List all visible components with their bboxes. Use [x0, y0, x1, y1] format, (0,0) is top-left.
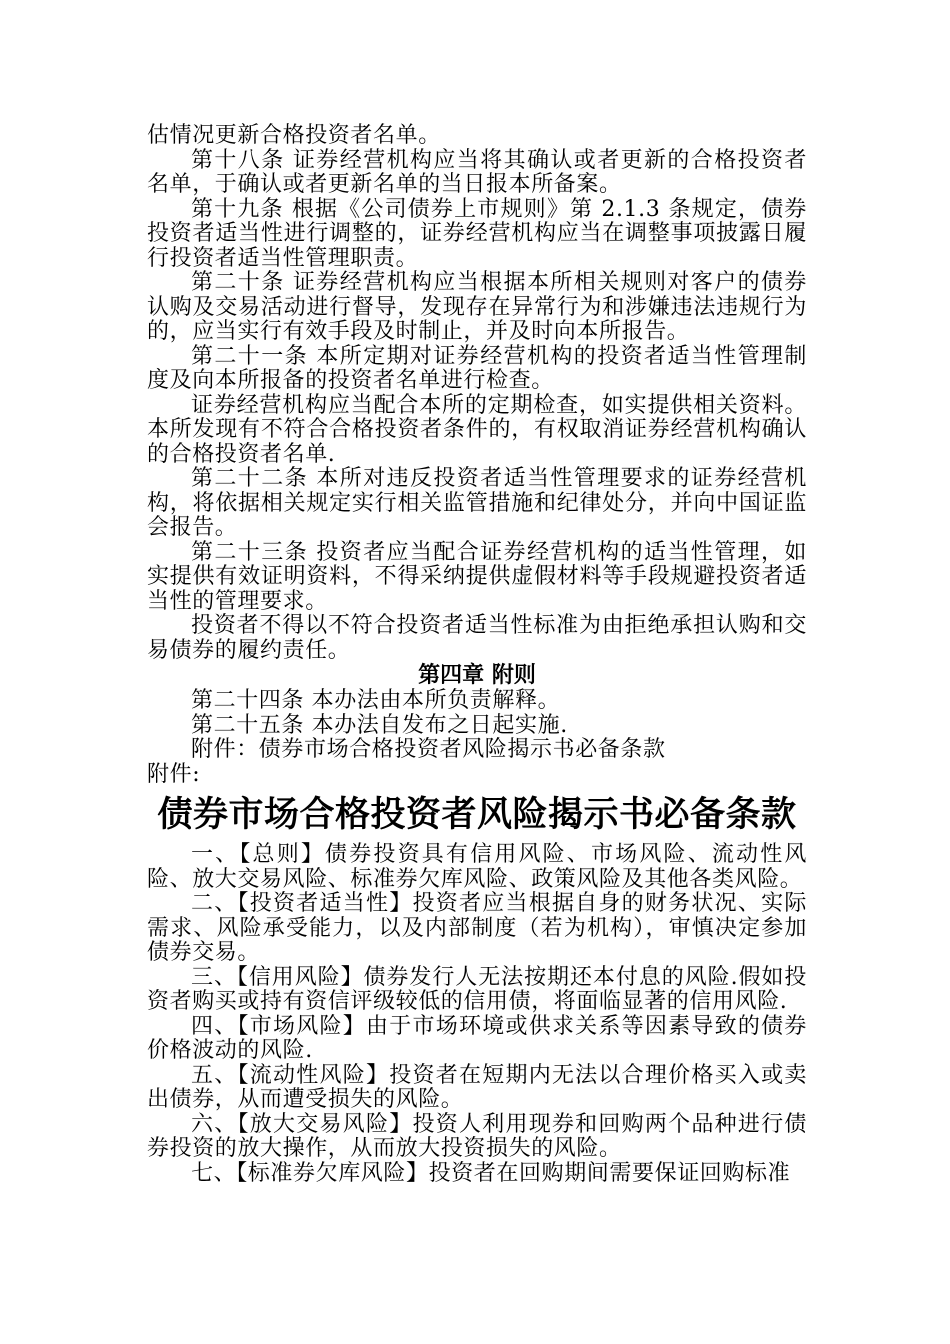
supplementary-section	[147, 689, 807, 787]
paragraph-continuation: 估情况更新合格投资者名单。	[147, 123, 441, 148]
clause-leverage-risk: 六、【放大交易风险】投资人利用现券和回购两个品种进行债券投资的放大操作，从而放大投资损失的风险。	[147, 1111, 807, 1161]
clause-general: 一、【总则】债券投资具有信用风险、市场风险、流动性风险、放大交易风险、标准券欠库风险、政策风险及其他各类风险。	[147, 842, 807, 892]
clause-liquidity-risk: 五、【流动性风险】投资者在短期内无法以合理价格买入或卖出债券，从而遭受损失的风险。	[147, 1062, 807, 1112]
article-21: 第二十一条 本所定期对证券经营机构的投资者适当性管理制度及向本所报备的投资者名单进行检查。	[147, 343, 807, 393]
annex-clauses	[147, 843, 807, 1186]
attachment-label: 附件:	[147, 761, 201, 787]
annex-title: 债券市场合格投资者风险揭示书必备条款	[157, 795, 797, 835]
chapter-heading: 第四章 附则	[418, 663, 536, 688]
clause-investor-suitability: 二、【投资者适当性】投资者应当根据自身的财务状况、实际需求、风险承受能力，以及内部制度（若为机构），审慎决定参加债券交易。	[147, 891, 807, 965]
article-23: 第二十三条 投资者应当配合证券经营机构的适当性管理，如实提供有效证明资料，不得采纳提供虚假材料等手段规避投资者适当性的管理要求。	[147, 539, 807, 614]
clause-market-risk: 四、【市场风险】由于市场环境或供求关系等因素导致的债券价格波动的风险.	[147, 1013, 807, 1063]
article-25: 第二十五条 本办法自发布之日起实施.	[191, 712, 568, 738]
article-22: 第二十二条 本所对违反投资者适当性管理要求的证券经营机构，将依据相关规定实行相关监管措施和纪律处分，并向中国证监会报告。	[147, 466, 807, 540]
clause-standard-bond-shortfall-risk: 七、【标准券欠库风险】投资者在回购期间需要保证回购标准	[191, 1160, 791, 1186]
article-20: 第二十条 证券经营机构应当根据本所相关规则对客户的债券认购及交易活动进行督导，发现存在异常行为和涉嫌违法违规行为的，应当实行有效手段及时制止，并及时向本所报告。	[147, 270, 807, 344]
document-body	[147, 124, 807, 1186]
article-23-paragraph-2: 投资者不得以不符合投资者适当性标准为由拒绝承担认购和交易债券的履约责任。	[147, 613, 807, 663]
article-19: 第十九条 根据《公司债券上市规则》第 2.1.3 条规定，债券投资者适当性进行调整的，证券经营机构应当在调整事项披露日履行投资者适当性管理职责。	[147, 196, 807, 271]
article-18: 第十八条 证券经营机构应当将其确认或者更新的合格投资者名单，于确认或者更新名单的当日报本所备案。	[147, 147, 807, 197]
article-24: 第二十四条 本办法由本所负责解释。	[191, 688, 561, 713]
article-21-paragraph-2: 证券经营机构应当配合本所的定期检查，如实提供相关资料。本所发现有不符合合格投资者条件的，有权取消证券经营机构确认的合格投资者名单.	[147, 392, 807, 467]
clause-credit-risk: 三、【信用风险】债券发行人无法按期还本付息的风险.假如投资者购买或持有资信评级较低的信用债，将面临显著的信用风险.	[147, 964, 807, 1014]
rules-section	[147, 124, 807, 663]
attachment-reference: 附件：债券市场合格投资者风险揭示书必备条款	[191, 737, 666, 762]
